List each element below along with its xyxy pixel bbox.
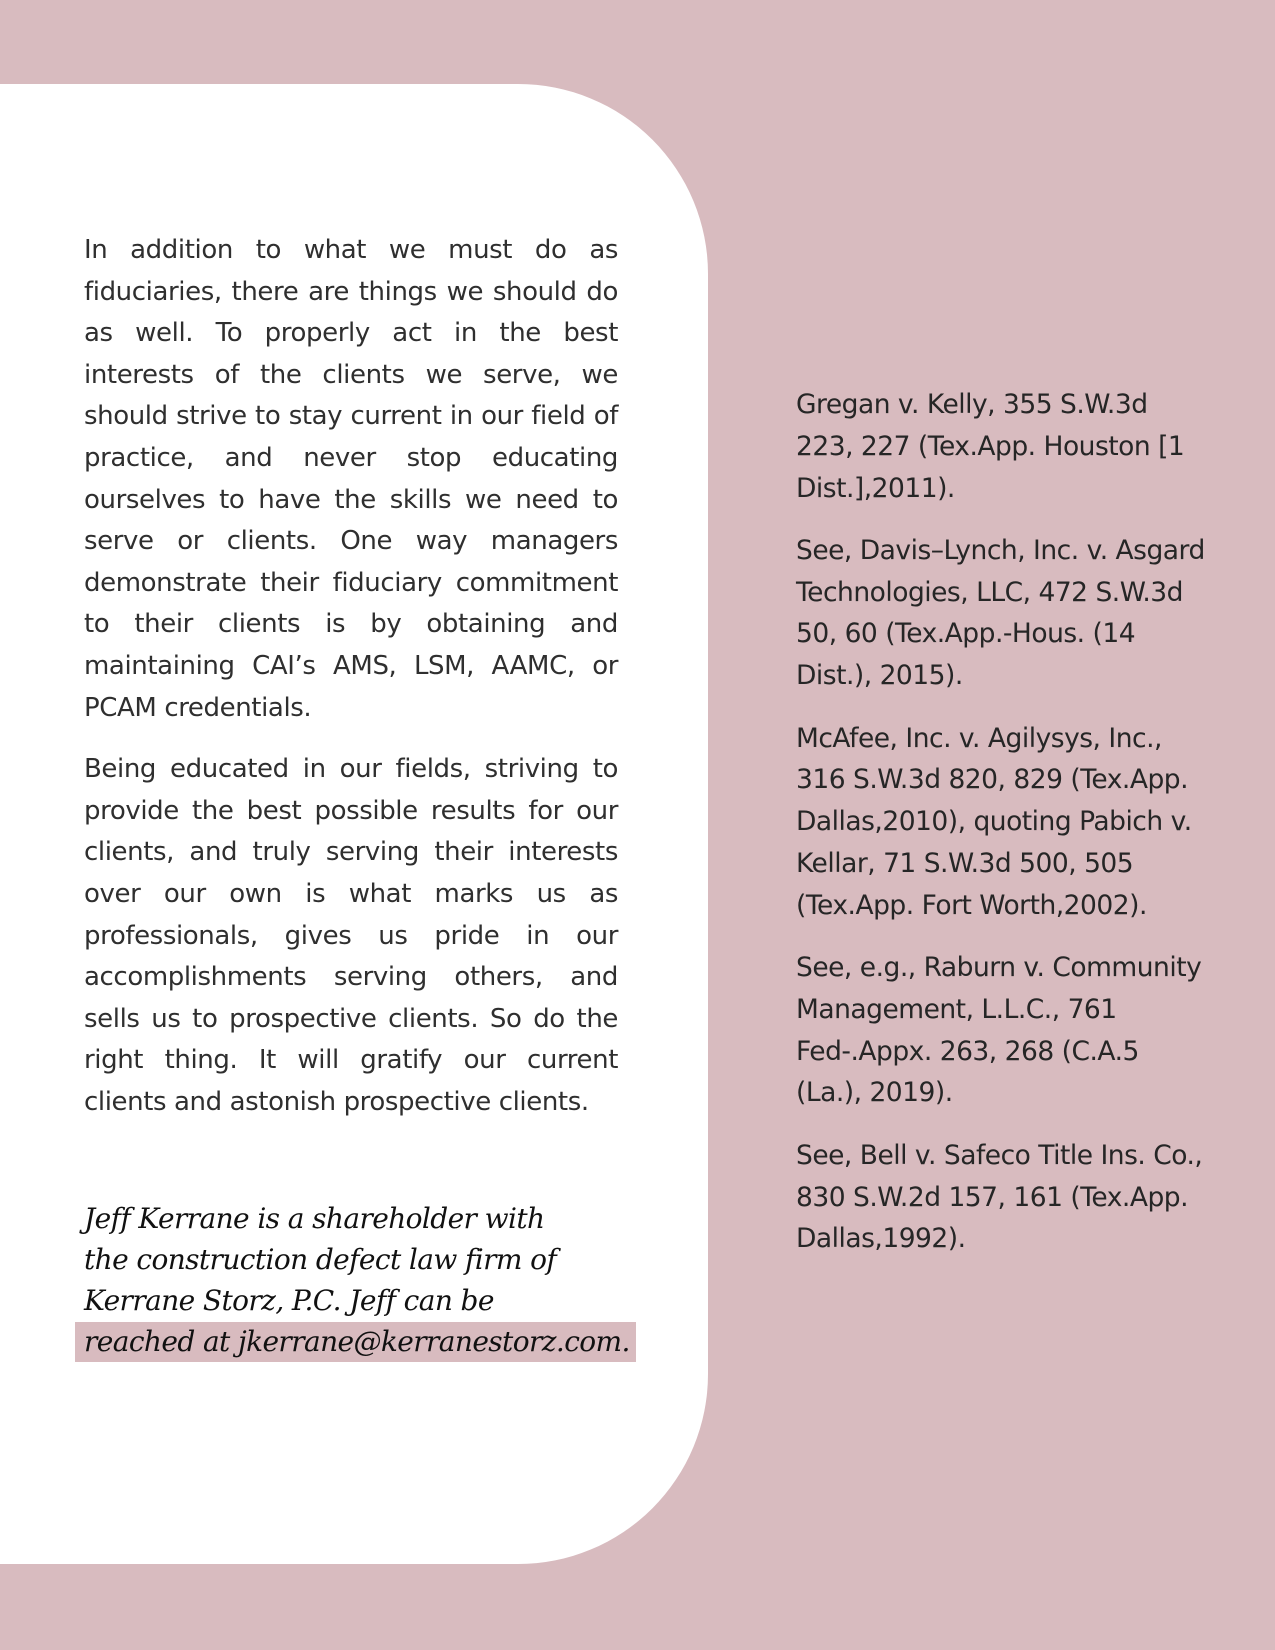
author-contact-line <box>84 1321 644 1362</box>
citation-3: McAfee, Inc. v. Agilysys, Inc., 316 S.W.3d 820, 829 (Tex.App. Dallas,2010), quoting Pabich v. Kellar, 71 S.W.3d 500, 505 (Tex.App. Fort Worth,2002). <box>796 722 1192 921</box>
author-bio-line-1: Jeff Kerrane is a shareholder with <box>84 1202 545 1235</box>
article-paragraph-1: In addition to what we must do as fiduciaries, there are things we should do as well. To properly act in the best interests of the clients we serve, we should strive to stay current in our field of practice, and never stop educating ourselves to have the skills we need to serve or clients. One way managers demonstrate their fiduciary commitment to their clients is by obtaining and maintaining CAI’s AMS, LSM, AAMC, or PCAM credentials. <box>84 235 618 723</box>
author-email-highlight: reached at jkerrane@kerranestorz.com. <box>75 1322 636 1362</box>
author-bio-line-2: the construction defect law firm of <box>84 1243 557 1276</box>
author-bio <box>84 1198 644 1362</box>
main-article-column <box>84 230 618 1143</box>
article-paragraph-2: Being educated in our fields, striving to provide the best possible results for our clients, and truly serving their interests over our own is what marks us as professionals, gives us pride in our accomplishments serving others, and sells us to prospective clients. So do the right thing. It will gratify our current clients and astonish prospective clients. <box>84 754 618 1117</box>
citation-5: See, Bell v. Safeco Title Ins. Co., 830 S.W.2d 157, 161 (Tex.App. Dallas,1992). <box>796 1139 1203 1255</box>
case-citations-column <box>796 384 1210 1281</box>
author-bio-line-3: Kerrane Storz, P.C. Jeff can be <box>84 1284 494 1317</box>
citation-4: See, e.g., Raburn v. Community Management, L.L.C., 761 Fed-.Appx. 263, 268 (C.A.5 (La.), 2019). <box>796 952 1202 1109</box>
citation-1: Gregan v. Kelly, 355 S.W.3d 223, 227 (Tex.App. Houston [1 Dist.],2011). <box>796 389 1185 504</box>
citation-2: See, Davis–Lynch, Inc. v. Asgard Technologies, LLC, 472 S.W.3d 50, 60 (Tex.App.-Hous. (14 Dist.), 2015). <box>796 534 1205 692</box>
